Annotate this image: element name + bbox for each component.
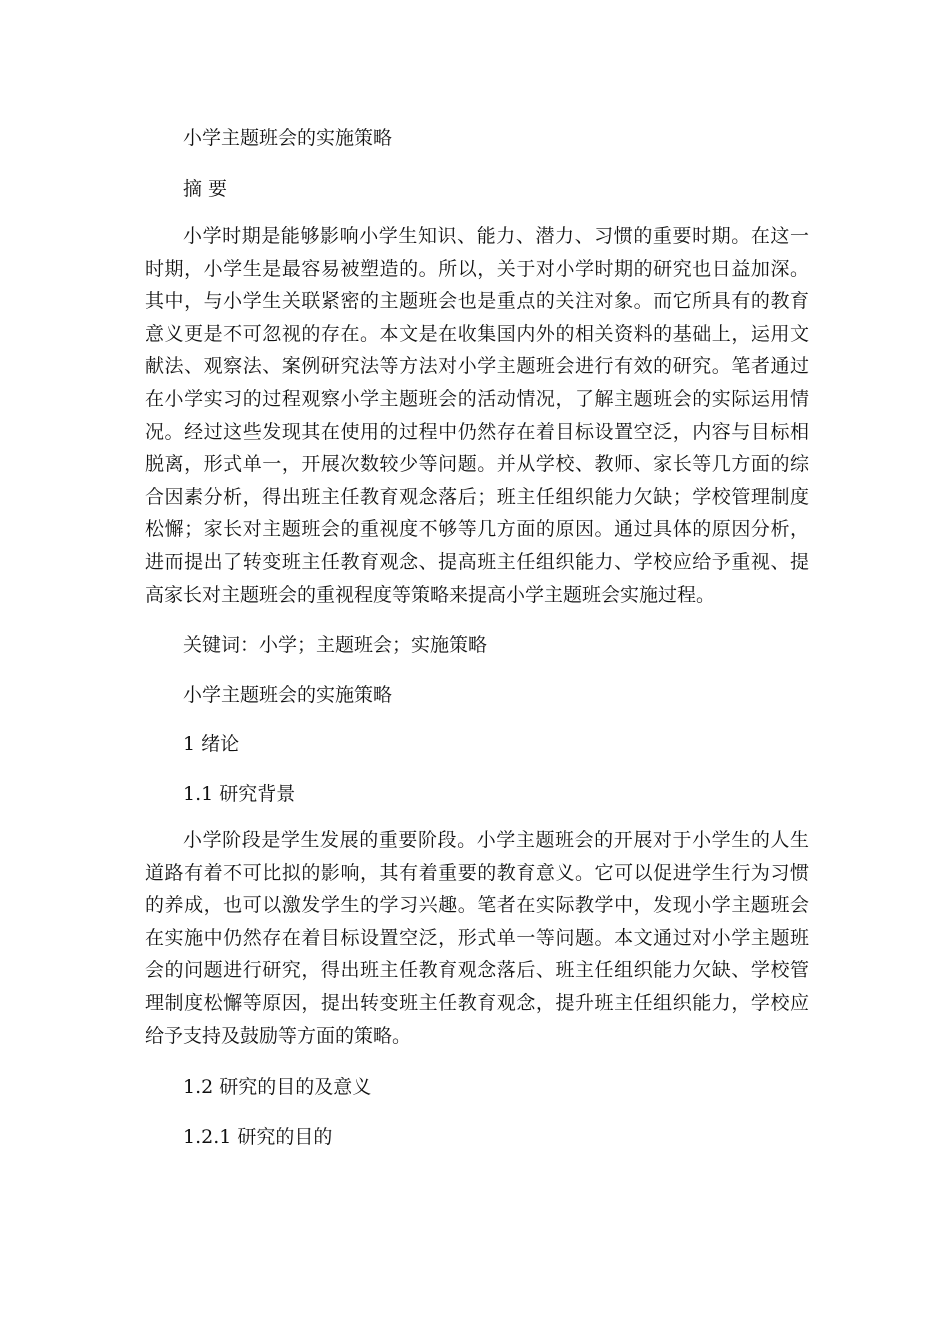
abstract-heading: 摘 要 xyxy=(183,178,228,200)
section-1-1-paragraph: 小学阶段是学生发展的重要阶段。小学主题班会的开展对于小学生的人生道路有着不可比拟的影响，其有着重要的教育意义。它可以促进学生行为习惯的养成，也可以激发学生的学习兴趣。笔者在实际教学中，发现小学主题班会在实施中仍然存在着目标设置空泛，形式单一等问题。本文通过对小学主题班会的问题进行研究，得出班主任教育观念落后、班主任组织能力欠缺、学校管理制度松懈等原因，提出转变班主任教育观念，提升班主任组织能力，学校应给予支持及鼓励等方面的策略。 xyxy=(145,829,809,1047)
section-1-1-heading: 1.1 研究背景 xyxy=(183,783,296,805)
section-1-2-1-heading: 1.2.1 研究的目的 xyxy=(183,1126,333,1148)
section-1-2-heading: 1.2 研究的目的及意义 xyxy=(183,1076,372,1098)
document-title: 小学主题班会的实施策略 xyxy=(183,127,393,149)
chapter-1-heading: 1 绪论 xyxy=(183,733,240,755)
keywords-line: 关键词：小学；主题班会；实施策略 xyxy=(183,634,488,656)
abstract-paragraph: 小学时期是能够影响小学生知识、能力、潜力、习惯的重要时期。在这一时期，小学生是最容易被塑造的。所以，关于对小学时期的研究也日益加深。其中，与小学生关联紧密的主题班会也是重点的关注对象。而它所具有的教育意义更是不可忽视的存在。本文是在收集国内外的相关资料的基础上，运用文献法、观察法、案例研究法等方法对小学主题班会进行有效的研究。笔者通过在小学实习的过程观察小学主题班会的活动情况，了解主题班会的实际运用情况。经过这些发现其在使用的过程中仍然存在着目标设置空泛，内容与目标相脱离，形式单一，开展次数较少等问题。并从学校、教师、家长等几方面的综合因素分析，得出班主任教育观念落后；班主任组织能力欠缺；学校管理制度松懈；家长对主题班会的重视度不够等几方面的原因。通过具体的原因分析，进而提出了转变班主任教育观念、提高班主任组织能力、学校应给予重视、提高家长对主题班会的重视程度等策略来提高小学主题班会实施过程。 xyxy=(145,225,809,606)
title-repeat: 小学主题班会的实施策略 xyxy=(183,684,393,706)
